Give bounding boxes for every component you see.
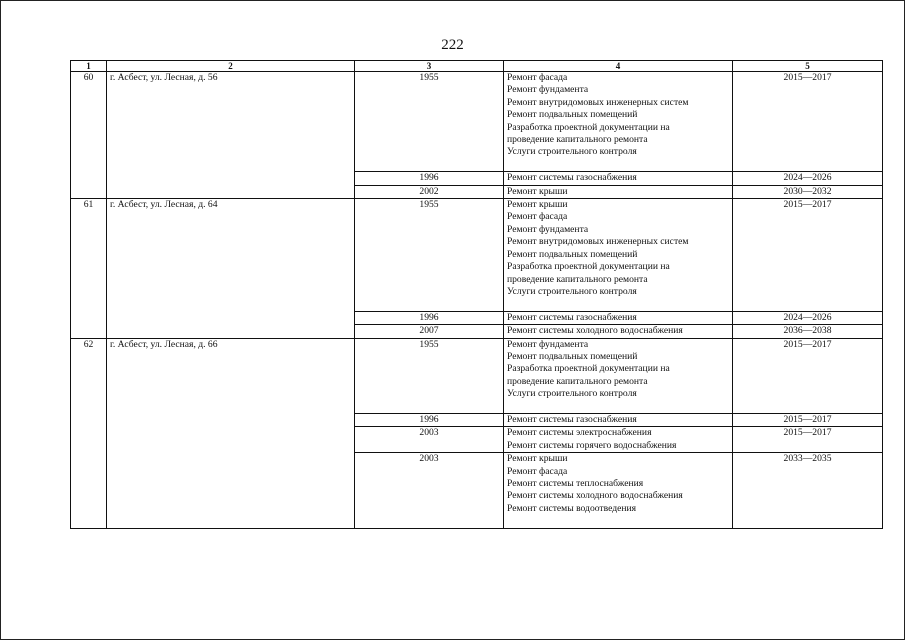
repair-period: 2015—2017 <box>733 72 883 172</box>
row-number: 60 <box>71 72 107 199</box>
work-item: Ремонт системы холодного водоснабжения <box>507 490 683 502</box>
work-item: Ремонт системы теплоснабжения <box>507 478 644 489</box>
column-header: 2 <box>107 61 355 72</box>
work-item: Ремонт крыши <box>507 185 568 197</box>
repair-period: 2036—2038 <box>733 325 883 338</box>
work-item: Разработка проектной документации на <box>507 121 670 133</box>
work-item: Ремонт крыши <box>507 199 568 211</box>
row-number: 62 <box>71 338 107 528</box>
repair-period: 2024—2026 <box>733 311 883 324</box>
work-item: Ремонт крыши <box>507 453 568 465</box>
works-cell <box>504 413 733 426</box>
repair-period: 2033—2035 <box>733 453 883 528</box>
repair-period: 2024—2026 <box>733 172 883 185</box>
building-address: г. Асбест, ул. Лесная, д. 56 <box>107 72 355 199</box>
year-cell: 1996 <box>355 172 504 185</box>
work-item: Разработка проектной документации на <box>507 261 670 273</box>
table-row <box>71 72 883 172</box>
header-row <box>71 61 883 72</box>
works-cell <box>504 427 733 453</box>
work-item: Услуги строительного контроля <box>507 146 637 158</box>
work-item: проведение капитального ремонта <box>507 273 648 285</box>
work-item: Ремонт фундамента <box>507 84 589 96</box>
works-cell <box>504 172 733 185</box>
work-item: Ремонт системы газоснабжения <box>507 311 637 323</box>
work-item: Ремонт системы горячего водоснабжения <box>507 439 677 451</box>
work-item: Ремонт фасада <box>507 465 568 477</box>
work-item: Ремонт фасада <box>507 211 568 223</box>
work-item: Ремонт фасада <box>507 72 568 83</box>
row-number: 61 <box>71 199 107 338</box>
repair-schedule-table <box>70 60 883 529</box>
repair-period: 2015—2017 <box>733 413 883 426</box>
work-item: Ремонт подвальных помещений <box>507 109 638 121</box>
spacer <box>507 515 729 527</box>
work-item: Ремонт системы газоснабжения <box>507 172 637 184</box>
year-cell: 1955 <box>355 199 504 312</box>
work-item: Услуги строительного контроля <box>507 388 637 400</box>
column-header: 3 <box>355 61 504 72</box>
work-item: Ремонт фундамента <box>507 338 589 350</box>
work-item: Ремонт внутридомовых инженерных систем <box>507 236 689 248</box>
work-item: Ремонт системы водоотведения <box>507 502 637 514</box>
work-item: Услуги строительного контроля <box>507 285 637 297</box>
works-cell <box>504 338 733 413</box>
work-item: Ремонт фундамента <box>507 223 589 235</box>
work-item: Ремонт системы газоснабжения <box>507 413 637 425</box>
work-item: проведение капитального ремонта <box>507 134 648 146</box>
column-header: 5 <box>733 61 883 72</box>
repair-period: 2015—2017 <box>733 199 883 312</box>
spacer <box>507 401 729 413</box>
column-header: 4 <box>504 61 733 72</box>
works-cell <box>504 311 733 324</box>
page-number: 222 <box>441 37 464 53</box>
building-address: г. Асбест, ул. Лесная, д. 64 <box>107 199 355 338</box>
works-cell <box>504 199 733 312</box>
year-cell: 2003 <box>355 427 504 453</box>
repair-period: 2015—2017 <box>733 427 883 453</box>
repair-period: 2015—2017 <box>733 338 883 413</box>
spacer <box>507 298 729 310</box>
year-cell: 1996 <box>355 311 504 324</box>
year-cell: 1955 <box>355 338 504 413</box>
year-cell: 2002 <box>355 185 504 198</box>
works-cell <box>504 453 733 528</box>
works-cell <box>504 185 733 198</box>
work-item: проведение капитального ремонта <box>507 375 648 387</box>
work-item: Ремонт подвальных помещений <box>507 248 638 260</box>
building-address: г. Асбест, ул. Лесная, д. 66 <box>107 338 355 528</box>
repair-period: 2030—2032 <box>733 185 883 198</box>
year-cell: 1955 <box>355 72 504 172</box>
work-item: Ремонт подвальных помещений <box>507 350 638 362</box>
table-row <box>71 338 883 413</box>
work-item: Ремонт системы холодного водоснабжения <box>507 325 683 337</box>
works-cell <box>504 72 733 172</box>
work-item: Разработка проектной документации на <box>507 363 670 375</box>
year-cell: 1996 <box>355 413 504 426</box>
year-cell: 2003 <box>355 453 504 528</box>
work-item: Ремонт внутридомовых инженерных систем <box>507 96 689 108</box>
table-row <box>71 199 883 312</box>
spacer <box>507 159 729 171</box>
column-header: 1 <box>71 61 107 72</box>
work-item: Ремонт системы электроснабжения <box>507 427 652 439</box>
year-cell: 2007 <box>355 325 504 338</box>
works-cell <box>504 325 733 338</box>
